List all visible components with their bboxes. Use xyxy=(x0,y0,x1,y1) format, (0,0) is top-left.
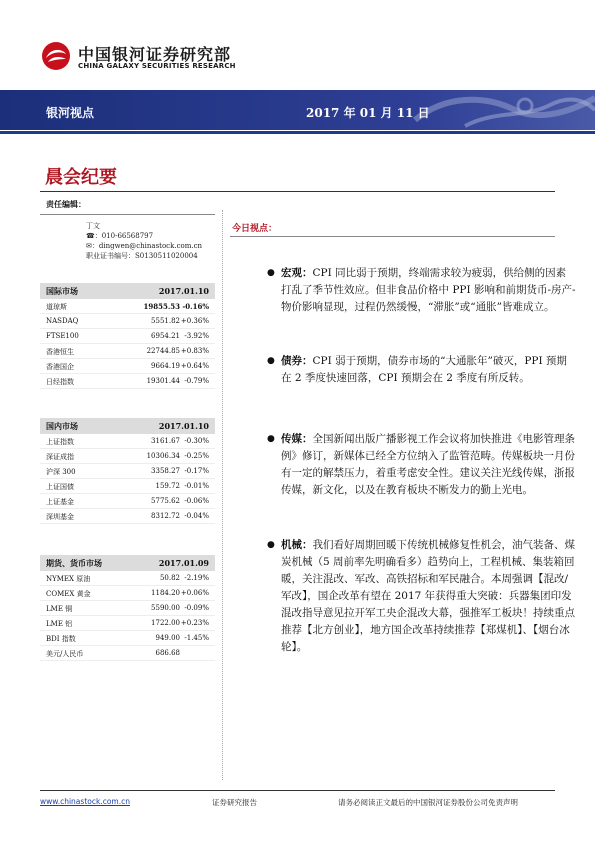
editor-label: 责任编辑： xyxy=(46,199,86,209)
banner-date: 2017 年 01 月 11 日 xyxy=(306,106,430,120)
market-table-domestic xyxy=(40,418,215,524)
bullet-icon: ● xyxy=(267,268,275,278)
footer-divider xyxy=(40,790,555,791)
bullet-icon: ● xyxy=(267,434,275,444)
brand-cn: 中国银河证券研究部 xyxy=(78,45,232,64)
table-row: 日经指数 19301.44 -0.79% xyxy=(40,374,215,389)
table-row: NASDAQ 5551.82 +0.36% xyxy=(40,314,215,329)
market-table-international xyxy=(40,283,215,389)
market-table-futures xyxy=(40,555,215,661)
viewpoint-macro: ● 宏观：CPI 同比弱于预期，终端需求较为疲弱，供给侧的因素打乱了季节性效应。但非食品价格中 PPI 影响和前期货币-房产-物价影响显现，过程仍然缓慢，“滞胀”或“通胀”皆难成立。 xyxy=(267,267,576,313)
table-row: 香港恒生 22744.85 +0.83% xyxy=(40,344,215,359)
footer-disclaimer: 请务必阅读正文最后的中国银河证券股份公司免责声明 xyxy=(338,798,518,807)
footer-report-type: 证券研究报告 xyxy=(212,798,257,807)
table-row: NYMEX 原油 50.82 -2.19% xyxy=(40,571,215,586)
table-row: 深证成指 10306.34 -0.25% xyxy=(40,449,215,464)
editor-license: 职业证书编号：S0130511020004 xyxy=(86,252,198,260)
footer-website-link[interactable]: www.chinastock.com.cn xyxy=(40,797,130,806)
table-row: 上证国债 159.72 -0.01% xyxy=(40,479,215,494)
brand-en: CHINA GALAXY SECURITIES RESEARCH xyxy=(78,62,236,70)
market-table-header: 期货、货币市场 2017.01.09 xyxy=(40,555,215,571)
market-table-header: 国内市场 2017.01.10 xyxy=(40,418,215,434)
editor-panel xyxy=(40,197,215,261)
editor-phone: ☎：010-66568797 xyxy=(86,232,154,240)
editor-name: 丁文 xyxy=(86,222,100,230)
table-row: 沪深 300 3358.27 -0.17% xyxy=(40,464,215,479)
today-viewpoint-heading: 今日视点： xyxy=(232,224,278,234)
table-row: 上证基金 5775.62 -0.06% xyxy=(40,494,215,509)
banner-underline xyxy=(0,131,595,134)
table-row: COMEX 黄金 1184.20 +0.06% xyxy=(40,586,215,601)
table-row: 上证指数 3161.67 -0.30% xyxy=(40,434,215,449)
galaxy-logo-icon xyxy=(40,40,72,72)
bullet-icon: ● xyxy=(267,540,275,550)
column-divider xyxy=(222,210,223,780)
banner-section-label: 银河视点 xyxy=(46,106,95,120)
viewpoint-machinery: ● 机械：我们看好周期回暖下传统机械修复性机会，油气装备、煤炭机械（5 周前率先明确看多）趋势向上，工程机械、集装箱回暖，关注混改、军改、高铁招标和军民融合。本周强调【混改/军改】，国企改革有望在 2017 年获得重大突破：兵器集团印发混改指导意见拉开军工央企混改大幕，强推军工板块！持续重点推荐【北方创业】，地方国企改革持续推荐【郑煤机】、【烟台冰轮】。 xyxy=(267,539,575,653)
table-row: LME 铝 1722.00 +0.23% xyxy=(40,616,215,631)
header-banner xyxy=(0,90,595,130)
table-row: 深圳基金 8312.72 -0.04% xyxy=(40,509,215,524)
editor-contact xyxy=(40,221,215,261)
brand-logo xyxy=(40,40,300,80)
page-title: 晨会纪要 xyxy=(45,167,117,188)
bullet-icon: ● xyxy=(267,356,275,366)
table-row: 道琼斯 19855.53 -0.16% xyxy=(40,299,215,314)
market-table-header: 国际市场 2017.01.10 xyxy=(40,283,215,299)
table-row: 美元/人民币 686.68 xyxy=(40,646,215,661)
table-row: BDI 指数 949.00 -1.45% xyxy=(40,631,215,646)
viewpoint-media: ● 传媒：全国新闻出版广播影视工作会议将加快推进《电影管理条例》修订，新媒体已经全方位纳入了监管范畴。传媒板块一月份有一定的解禁压力，着重考虑安全性。建议关注光线传媒，浙报传媒，新文化，以及在教育板块不断发力的勤上光电。 xyxy=(267,433,575,496)
table-row: 香港国企 9664.19 +0.64% xyxy=(40,359,215,374)
editor-email[interactable]: ✉：dingwen@chinastock.com.cn xyxy=(86,242,202,250)
title-divider xyxy=(40,191,555,192)
table-row: FTSE100 6954.21 -3.92% xyxy=(40,329,215,344)
table-row: LME 铜 5590.00 -0.09% xyxy=(40,601,215,616)
viewpoint-bond: ● 债券：CPI 弱于预期，债券市场的“大通胀年”破灭，PPI 预期在 2 季度快速回落，CPI 预期会在 2 季度有所反转。 xyxy=(267,355,567,384)
